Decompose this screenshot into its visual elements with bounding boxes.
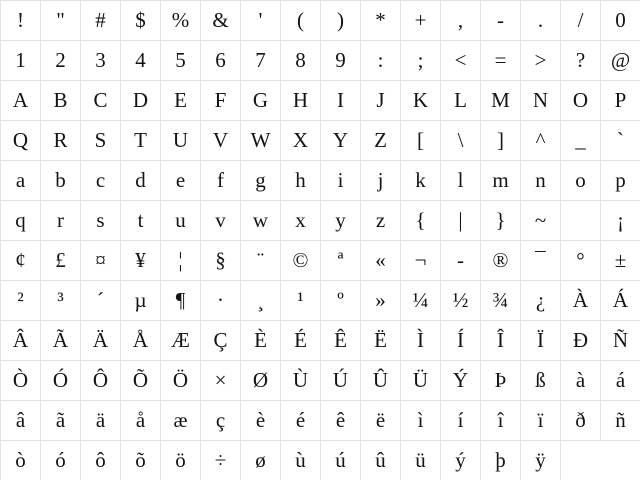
char-cell[interactable]: P [600,80,640,120]
char-cell[interactable]: ¾ [480,280,520,320]
char-cell[interactable]: ª [320,240,360,280]
char-cell[interactable]: Q [0,120,40,160]
char-cell[interactable]: Û [360,360,400,400]
char-cell[interactable]: 7 [240,40,280,80]
char-cell[interactable]: : [360,40,400,80]
char-cell[interactable]: À [560,280,600,320]
char-cell[interactable]: é [280,400,320,440]
grid-row [0,40,640,80]
char-cell[interactable]: > [520,40,560,80]
char-cell[interactable]: ¥ [120,240,160,280]
char-cell[interactable]: ¸ [240,280,280,320]
char-cell[interactable]: @ [600,40,640,80]
char-cell[interactable]: ï [520,400,560,440]
char-cell[interactable]: ¡ [600,200,640,240]
char-cell[interactable]: Z [360,120,400,160]
char-cell[interactable]: ü [400,440,440,480]
empty-cell [560,440,600,480]
char-cell[interactable]: ^ [520,120,560,160]
char-cell[interactable]: U [160,120,200,160]
char-cell[interactable]: ¼ [400,280,440,320]
char-cell[interactable]: = [480,40,520,80]
char-cell[interactable]: / [560,0,600,40]
char-cell[interactable]: © [280,240,320,280]
char-cell[interactable]: £ [40,240,80,280]
char-cell[interactable]: ¢ [0,240,40,280]
char-cell[interactable]: Í [440,320,480,360]
char-cell[interactable]: É [280,320,320,360]
char-cell[interactable]: Â [0,320,40,360]
char-cell[interactable]: ¶ [160,280,200,320]
char-cell[interactable]: ÿ [520,440,560,480]
char-cell[interactable]: ( [280,0,320,40]
char-cell[interactable]: h [280,160,320,200]
char-cell[interactable]: $ [120,0,160,40]
char-cell[interactable]: ÷ [200,440,240,480]
char-cell[interactable]: o [560,160,600,200]
char-cell[interactable]: A [0,80,40,120]
char-cell[interactable]: X [280,120,320,160]
char-cell[interactable]: ê [320,400,360,440]
char-cell[interactable]: D [120,80,160,120]
char-cell[interactable]: e [160,160,200,200]
char-cell[interactable]: 4 [120,40,160,80]
char-cell[interactable]: G [240,80,280,120]
char-cell[interactable]: T [120,120,160,160]
char-cell[interactable]: N [520,80,560,120]
char-cell[interactable]: a [0,160,40,200]
char-cell[interactable]: · [200,280,240,320]
char-cell[interactable]: 5 [160,40,200,80]
char-cell[interactable]: s [80,200,120,240]
char-cell[interactable]: Ü [400,360,440,400]
char-cell[interactable]: g [240,160,280,200]
char-cell[interactable]: ³ [40,280,80,320]
char-cell[interactable]: Ù [280,360,320,400]
char-cell[interactable]: l [440,160,480,200]
char-cell[interactable]: ù [280,440,320,480]
char-cell[interactable]: K [400,80,440,120]
char-cell[interactable]: & [200,0,240,40]
char-cell[interactable]: ` [600,120,640,160]
char-cell[interactable]: ô [80,440,120,480]
char-cell[interactable]: Î [480,320,520,360]
char-cell[interactable]: # [80,0,120,40]
grid-row [0,440,640,480]
char-cell[interactable]: Y [320,120,360,160]
char-cell[interactable]: E [160,80,200,120]
char-cell[interactable]: n [520,160,560,200]
grid-row [0,120,640,160]
char-cell[interactable]: ì [400,400,440,440]
char-cell[interactable]: _ [560,120,600,160]
char-cell[interactable]: ¤ [80,240,120,280]
char-cell[interactable]: W [240,120,280,160]
char-cell[interactable]: , [440,0,480,40]
char-cell[interactable]: È [240,320,280,360]
char-cell[interactable]: } [480,200,520,240]
char-cell[interactable]: ö [160,440,200,480]
char-cell[interactable]: S [80,120,120,160]
char-cell[interactable]: u [160,200,200,240]
char-cell[interactable]: ú [320,440,360,480]
char-cell[interactable]: w [240,200,280,240]
char-cell[interactable]: j [360,160,400,200]
char-cell[interactable]: z [360,200,400,240]
char-cell[interactable]: ] [480,120,520,160]
char-cell[interactable]: â [0,400,40,440]
grid-row [0,360,640,400]
char-cell[interactable]: M [480,80,520,120]
char-cell[interactable]: á [600,360,640,400]
grid-row [0,0,640,40]
char-cell[interactable]: » [360,280,400,320]
char-cell[interactable]: 9 [320,40,360,80]
grid-row [0,320,640,360]
char-cell[interactable]: Æ [160,320,200,360]
char-cell[interactable]: x [280,200,320,240]
char-cell[interactable]: Ñ [600,320,640,360]
char-cell[interactable]: J [360,80,400,120]
char-cell[interactable]: ç [200,400,240,440]
char-cell[interactable]: p [600,160,640,200]
char-cell[interactable]: ® [480,240,520,280]
char-cell[interactable]: C [80,80,120,120]
char-cell[interactable]: t [120,200,160,240]
char-cell[interactable]: - [480,0,520,40]
char-cell[interactable]: ¬ [400,240,440,280]
char-cell[interactable]: ; [400,40,440,80]
char-cell[interactable]: { [400,200,440,240]
char-cell[interactable]: \ [440,120,480,160]
char-cell[interactable]: å [120,400,160,440]
char-cell[interactable]: f [200,160,240,200]
char-cell[interactable]: + [400,0,440,40]
char-cell[interactable]: | [440,200,480,240]
char-cell[interactable]: õ [120,440,160,480]
char-cell[interactable]: % [160,0,200,40]
char-cell[interactable]: y [320,200,360,240]
char-cell[interactable]: 6 [200,40,240,80]
grid-row [0,80,640,120]
char-cell[interactable]: Ï [520,320,560,360]
char-cell[interactable]: ! [0,0,40,40]
char-cell[interactable]: è [240,400,280,440]
char-cell[interactable]: × [200,360,240,400]
char-cell[interactable]: q [0,200,40,240]
char-cell[interactable]: 2 [40,40,80,80]
char-cell[interactable]: 1 [0,40,40,80]
char-cell[interactable]: V [200,120,240,160]
char-cell[interactable]: [ [400,120,440,160]
empty-cell [600,440,640,480]
char-cell[interactable]: v [200,200,240,240]
char-cell[interactable]: Ä [80,320,120,360]
char-cell[interactable]: H [280,80,320,120]
char-cell[interactable]: µ [120,280,160,320]
char-cell[interactable]: Õ [120,360,160,400]
char-cell[interactable]: ¦ [160,240,200,280]
char-cell[interactable]: r [40,200,80,240]
char-cell[interactable]: Þ [480,360,520,400]
char-cell[interactable]: Ì [400,320,440,360]
char-cell[interactable]: î [480,400,520,440]
char-cell[interactable]: Á [600,280,640,320]
char-cell[interactable]: ¹ [280,280,320,320]
char-cell[interactable]: 8 [280,40,320,80]
char-cell[interactable]: Ã [40,320,80,360]
grid-row [0,280,640,320]
char-cell[interactable]: ó [40,440,80,480]
char-cell[interactable]: ã [40,400,80,440]
char-cell[interactable]: ¯ [520,240,560,280]
char-cell[interactable]: ñ [600,400,640,440]
grid-row [0,160,640,200]
char-cell[interactable]: R [40,120,80,160]
char-cell[interactable]: ä [80,400,120,440]
char-cell[interactable]: Ö [160,360,200,400]
char-cell[interactable]: Ý [440,360,480,400]
char-cell[interactable]: i [320,160,360,200]
char-cell[interactable]: Ó [40,360,80,400]
char-cell[interactable]: û [360,440,400,480]
char-cell[interactable]: ý [440,440,480,480]
char-cell[interactable]: ß [520,360,560,400]
char-cell[interactable]: ) [320,0,360,40]
char-cell[interactable]: § [200,240,240,280]
char-cell[interactable]: b [40,160,80,200]
char-cell[interactable]: ½ [440,280,480,320]
char-cell[interactable]: k [400,160,440,200]
char-cell[interactable]: Å [120,320,160,360]
char-cell[interactable]: m [480,160,520,200]
char-cell[interactable]: ¨ [240,240,280,280]
grid-row [0,400,640,440]
char-cell[interactable]: ë [360,400,400,440]
char-cell[interactable]: Ø [240,360,280,400]
char-cell[interactable]: æ [160,400,200,440]
char-cell[interactable]: I [320,80,360,120]
char-cell[interactable]: . [520,0,560,40]
char-cell[interactable]: þ [480,440,520,480]
char-cell[interactable]: ò [0,440,40,480]
char-cell[interactable]: Ç [200,320,240,360]
char-cell[interactable]: 3 [80,40,120,80]
char-cell[interactable]: ¿ [520,280,560,320]
char-cell[interactable]: à [560,360,600,400]
char-cell[interactable]: ° [560,240,600,280]
char-cell[interactable]: Ê [320,320,360,360]
char-cell[interactable]: Ú [320,360,360,400]
char-cell[interactable]: Ë [360,320,400,360]
grid-row [0,240,640,280]
char-cell[interactable]: ' [240,0,280,40]
empty-cell [560,200,600,240]
char-cell[interactable]: ´ [80,280,120,320]
char-cell[interactable]: F [200,80,240,120]
char-cell[interactable]: í [440,400,480,440]
char-cell[interactable]: Ô [80,360,120,400]
char-cell[interactable]: Ð [560,320,600,360]
grid-row [0,200,640,240]
char-cell[interactable]: Ò [0,360,40,400]
char-cell[interactable]: º [320,280,360,320]
char-cell[interactable]: O [560,80,600,120]
char-cell[interactable]: ~ [520,200,560,240]
char-cell[interactable]: d [120,160,160,200]
char-cell[interactable]: ± [600,240,640,280]
char-cell[interactable]: « [360,240,400,280]
char-cell[interactable]: B [40,80,80,120]
char-cell[interactable]: 0 [600,0,640,40]
char-cell[interactable]: * [360,0,400,40]
char-cell[interactable]: L [440,80,480,120]
char-cell[interactable]: ? [560,40,600,80]
char-cell[interactable]: ø [240,440,280,480]
char-cell[interactable]: ð [560,400,600,440]
char-cell[interactable]: ² [0,280,40,320]
char-cell[interactable]: - [440,240,480,280]
char-cell[interactable]: " [40,0,80,40]
char-cell[interactable]: c [80,160,120,200]
char-cell[interactable]: < [440,40,480,80]
